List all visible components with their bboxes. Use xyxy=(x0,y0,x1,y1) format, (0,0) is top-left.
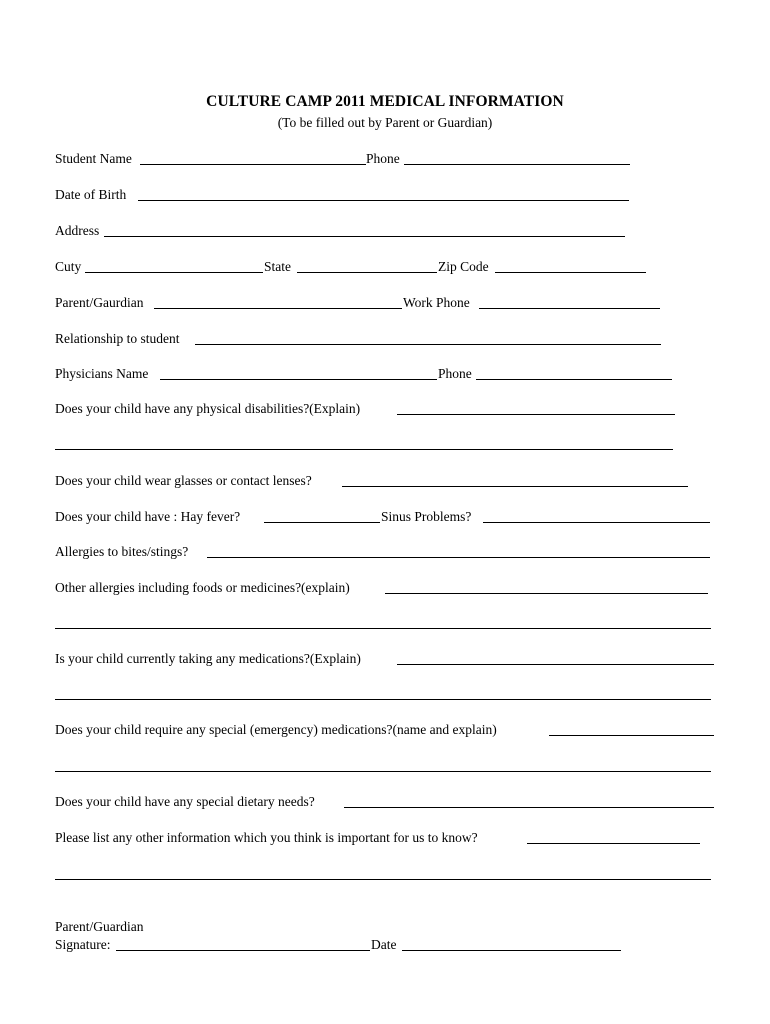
physician-phone-label: Phone xyxy=(438,366,472,381)
hay-fever-field[interactable] xyxy=(264,522,380,523)
other-allergies-extra-line[interactable] xyxy=(55,628,711,629)
student-name-field[interactable] xyxy=(140,164,366,165)
physical-disabilities-extra-line[interactable] xyxy=(55,449,673,450)
student-name-label: Student Name xyxy=(55,151,132,166)
other-allergies-question: Other allergies including foods or medicines?(explain) xyxy=(55,580,350,595)
special-medications-field[interactable] xyxy=(549,735,714,736)
allergies-bites-field[interactable] xyxy=(207,557,710,558)
physical-disabilities-question: Does your child have any physical disabilities?(Explain) xyxy=(55,401,361,416)
relationship-label: Relationship to student xyxy=(55,331,180,346)
date-of-birth-label: Date of Birth xyxy=(55,187,127,202)
sinus-field[interactable] xyxy=(483,522,710,523)
date-field[interactable] xyxy=(402,950,621,951)
parent-guardian-field[interactable] xyxy=(154,308,402,309)
row-hay-fever-sinus xyxy=(55,508,715,526)
signature-field[interactable] xyxy=(116,950,370,951)
dietary-needs-question: Does your child have any special dietary needs? xyxy=(55,794,315,809)
special-medications-extra-line[interactable] xyxy=(55,771,711,772)
city-field[interactable] xyxy=(85,272,263,273)
form-title: CULTURE CAMP 2011 MEDICAL INFORMATION xyxy=(206,93,564,110)
hay-fever-question: Does your child have : Hay fever? xyxy=(55,509,241,524)
medications-question: Is your child currently taking any medications?(Explain) xyxy=(55,651,361,666)
row-other-information xyxy=(55,829,715,847)
address-label: Address xyxy=(55,223,100,238)
parent-guardian-label: Parent/Gaurdian xyxy=(55,295,144,310)
glasses-question: Does your child wear glasses or contact lenses? xyxy=(55,473,312,488)
phone-label: Phone xyxy=(366,151,400,166)
glasses-field[interactable] xyxy=(342,486,688,487)
form-subtitle: (To be filled out by Parent or Guardian) xyxy=(277,115,493,130)
signature-parent-guardian-label: Parent/Guardian xyxy=(55,919,144,934)
physician-phone-field[interactable] xyxy=(476,379,672,380)
row-dietary-needs xyxy=(55,793,715,811)
special-medications-question: Does your child require any special (emergency) medications?(name and explain) xyxy=(55,722,497,737)
row-parent-guardian xyxy=(55,294,675,312)
row-physical-disabilities xyxy=(55,400,685,418)
row-date-of-birth xyxy=(55,186,655,204)
physicians-name-label: Physicians Name xyxy=(55,366,149,381)
row-parent-guardian-signature-label xyxy=(55,918,355,936)
state-field[interactable] xyxy=(297,272,437,273)
row-medications xyxy=(55,650,715,668)
signature-label: Signature: xyxy=(55,937,111,952)
medications-field[interactable] xyxy=(397,664,714,665)
physicians-name-field[interactable] xyxy=(160,379,437,380)
other-information-extra-line[interactable] xyxy=(55,879,711,880)
row-relationship xyxy=(55,330,675,348)
zip-code-field[interactable] xyxy=(495,272,646,273)
row-city-state-zip xyxy=(55,258,655,276)
row-other-allergies xyxy=(55,579,715,597)
medications-extra-line[interactable] xyxy=(55,699,711,700)
state-label: State xyxy=(264,259,291,274)
sinus-question: Sinus Problems? xyxy=(381,509,472,524)
row-signature xyxy=(55,936,655,954)
row-special-medications xyxy=(55,721,715,739)
allergies-bites-question: Allergies to bites/stings? xyxy=(55,544,189,559)
row-glasses xyxy=(55,472,695,490)
date-label: Date xyxy=(371,937,397,952)
dietary-needs-field[interactable] xyxy=(344,807,714,808)
city-label: Cuty xyxy=(55,259,82,274)
row-physician xyxy=(55,365,675,383)
work-phone-field[interactable] xyxy=(479,308,660,309)
row-address xyxy=(55,222,655,240)
relationship-field[interactable] xyxy=(195,344,661,345)
other-allergies-field[interactable] xyxy=(385,593,708,594)
other-information-question: Please list any other information which you think is important for us to know? xyxy=(55,830,478,845)
work-phone-label: Work Phone xyxy=(403,295,470,310)
zip-code-label: Zip Code xyxy=(438,259,489,274)
date-of-birth-field[interactable] xyxy=(138,200,629,201)
row-allergies-bites xyxy=(55,543,715,561)
other-information-field[interactable] xyxy=(527,843,700,844)
row-student-name xyxy=(55,150,655,168)
physical-disabilities-field[interactable] xyxy=(397,414,675,415)
phone-field[interactable] xyxy=(404,164,630,165)
address-field[interactable] xyxy=(104,236,625,237)
